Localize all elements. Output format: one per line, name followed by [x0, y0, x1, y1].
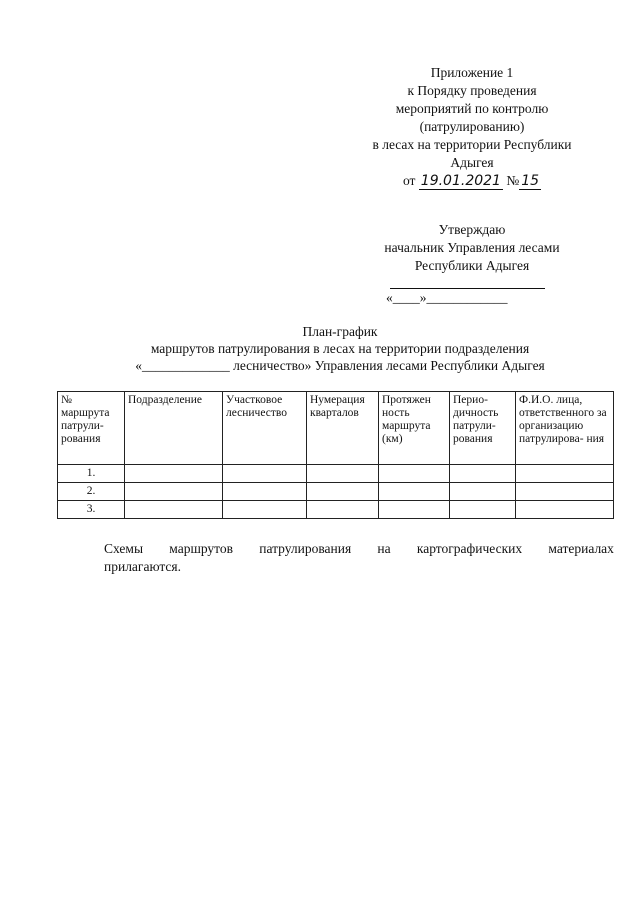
column-header-responsible-person: Ф.И.О. лица, ответственного за организацию патрулирова- ния — [516, 392, 614, 465]
plan-table — [57, 391, 614, 519]
table-header-row — [58, 392, 614, 465]
column-header-subdivision: Подразделение — [125, 392, 223, 465]
appendix-date-line — [352, 172, 592, 190]
table-cell — [307, 465, 379, 483]
document-title — [60, 323, 620, 374]
appendix-title: Приложение 1 — [430, 65, 514, 80]
table-cell — [125, 465, 223, 483]
approval-block — [352, 221, 592, 275]
footnote-word: на — [377, 541, 391, 556]
table-cell — [125, 501, 223, 519]
appendix-line: Адыгея — [450, 155, 494, 170]
number-prefix: № — [506, 173, 520, 188]
title-subheading: маршрутов патрулирования в лесах на территории подразделения — [150, 341, 530, 356]
column-header-route-number: № маршрута патрули- рования — [58, 392, 125, 465]
table-row — [58, 465, 614, 483]
column-header-route-length: Протяжен ность маршрута (км) — [379, 392, 450, 465]
table-cell — [450, 465, 516, 483]
footnote-word: патрулирования — [259, 541, 352, 556]
footnote-line-2: прилагаются. — [104, 559, 182, 574]
table-cell — [223, 465, 307, 483]
table-cell — [223, 501, 307, 519]
footnote-word: Схемы — [104, 541, 144, 556]
appendix-line: в лесах на территории Республики — [372, 137, 572, 152]
table-row — [58, 501, 614, 519]
approval-date-placeholder: «____»____________ — [386, 290, 508, 305]
appendix-line: (патрулированию) — [419, 119, 525, 134]
footnote-word: материалах — [548, 541, 614, 556]
table-cell — [379, 501, 450, 519]
appendix-line: мероприятий по контролю — [395, 101, 549, 116]
date-prefix: от — [402, 173, 416, 188]
table-cell — [516, 483, 614, 501]
table-cell — [125, 483, 223, 501]
table-row — [58, 483, 614, 501]
footnote-word: картографических — [416, 541, 523, 556]
footnote-word: маршрутов — [169, 541, 234, 556]
handwritten-date: 19.01.2021 — [420, 173, 501, 189]
approval-heading: Утверждаю — [438, 222, 506, 237]
table-cell — [379, 483, 450, 501]
footnote-line-1 — [104, 540, 614, 558]
table-cell — [307, 483, 379, 501]
footnote — [104, 540, 614, 576]
table-cell — [307, 501, 379, 519]
approval-organization: Республики Адыгея — [414, 258, 530, 273]
appendix-header — [352, 64, 592, 190]
table-cell — [450, 501, 516, 519]
table-cell: 2. — [58, 483, 125, 501]
column-header-quarter-numbering: Нумерация кварталов — [307, 392, 379, 465]
table-cell — [516, 465, 614, 483]
column-header-district-forestry: Участковое лесничество — [223, 392, 307, 465]
table-cell — [223, 483, 307, 501]
column-header-frequency: Перио- дичность патрули- рования — [450, 392, 516, 465]
table-cell — [379, 465, 450, 483]
table-cell: 1. — [58, 465, 125, 483]
title-subheading: «_____________ лесничество» Управления лесами Республики Адыгея — [135, 358, 545, 373]
table-cell: 3. — [58, 501, 125, 519]
approval-position: начальник Управления лесами — [384, 240, 560, 255]
table-cell — [516, 501, 614, 519]
appendix-line: к Порядку проведения — [407, 83, 537, 98]
title-heading: План-график — [302, 324, 378, 339]
handwritten-number: 15 — [521, 173, 540, 189]
table-cell — [450, 483, 516, 501]
